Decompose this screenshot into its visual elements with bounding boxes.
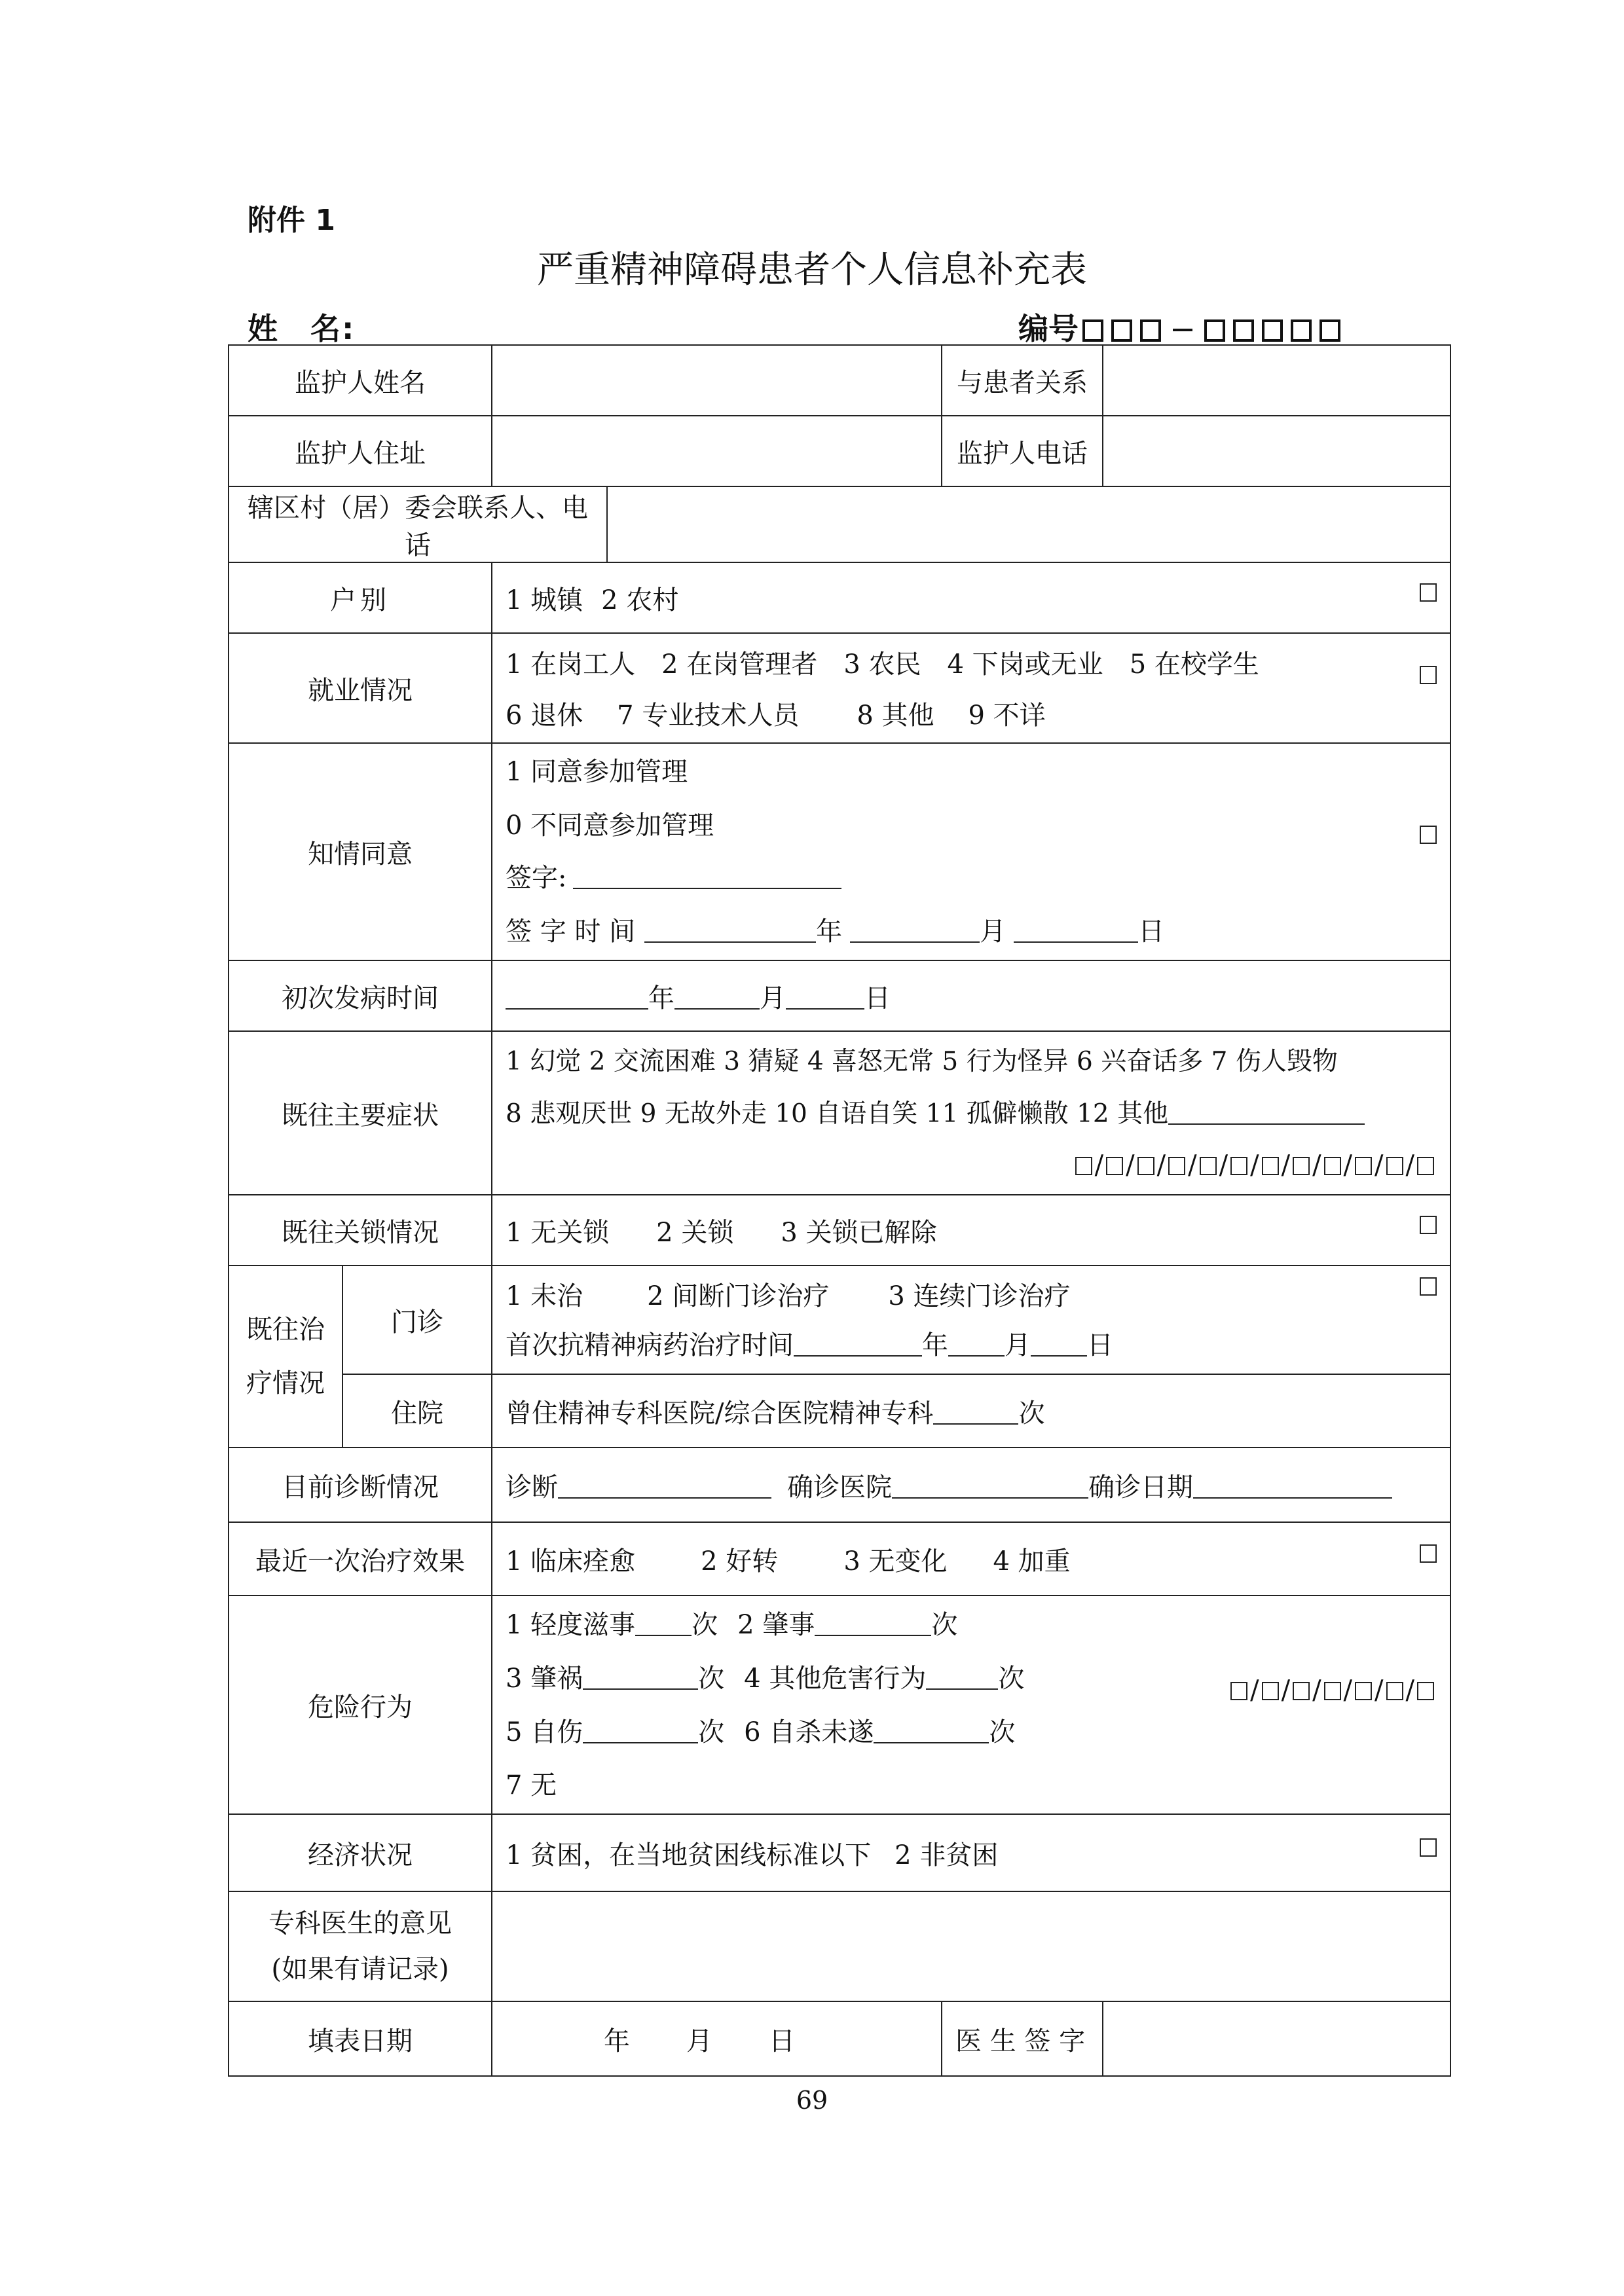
village-contact-label: 辖区村（居）委会联系人、电话 <box>229 486 607 562</box>
consent-option-disagree: 0 不同意参加管理 <box>506 811 714 841</box>
effect-option: 2 好转 <box>701 1546 779 1576</box>
day-label: 日 <box>769 2026 795 2056</box>
number-box[interactable] <box>1320 319 1340 342</box>
first-drug-day-field[interactable] <box>1031 1332 1087 1357</box>
lock-option: 1 无关锁 <box>506 1217 610 1248</box>
consent-option-agree: 1 同意参加管理 <box>506 757 688 787</box>
symptom-checkbox[interactable] <box>1293 1157 1310 1175</box>
number-box[interactable] <box>1111 319 1132 342</box>
doctor-sign-field[interactable] <box>1103 2001 1450 2076</box>
danger-item: 7 无 <box>506 1770 557 1800</box>
row-guardian-name <box>229 345 1450 416</box>
first-drug-year-field[interactable] <box>794 1332 922 1357</box>
symptoms-line-2: 8 悲观厌世 9 无故外走 10 自语自笑 11 孤僻懒散 12 其他 <box>506 1099 1169 1129</box>
info-table <box>228 344 1451 2077</box>
employment-option: 2 在岗管理者 <box>661 649 818 680</box>
danger-checkbox-sequence: / / / / / / <box>1228 1675 1437 1705</box>
danger-item: 3 肇祸 <box>506 1664 583 1694</box>
opinion-label-line-2: (如果有请记录) <box>271 1954 449 1984</box>
symptoms-options <box>492 1031 1450 1195</box>
employment-option: 1 在岗工人 <box>506 649 636 680</box>
serial-number <box>1018 305 1344 348</box>
employment-option: 8 其他 <box>857 701 934 731</box>
serial-number-label: 编号 <box>1018 311 1079 346</box>
onset-fields <box>492 960 1450 1031</box>
guardian-name-field[interactable] <box>492 345 942 416</box>
patient-name-label: 姓 名: <box>248 311 356 346</box>
row-economy <box>229 1814 1450 1891</box>
month-label: 月 <box>1005 1330 1031 1360</box>
onset-label: 初次发病时间 <box>229 960 492 1031</box>
number-dash <box>1173 329 1192 331</box>
consent-label: 知情同意 <box>229 743 492 960</box>
effect-option: 1 临床痊愈 <box>506 1546 636 1576</box>
symptom-checkbox[interactable] <box>1324 1157 1341 1175</box>
economy-option: 1 贫困，在当地贫困线标准以下 <box>506 1840 872 1870</box>
danger-count-field[interactable] <box>815 1611 931 1636</box>
diagnosis-fields <box>492 1448 1450 1522</box>
household-options <box>492 562 1450 633</box>
household-option: 1 城镇 <box>506 585 583 615</box>
guardian-address-field[interactable] <box>492 416 942 486</box>
danger-checkbox[interactable] <box>1417 1682 1434 1700</box>
danger-item: 1 轻度滋事 <box>506 1610 636 1640</box>
row-onset <box>229 960 1450 1031</box>
economy-label: 经济状况 <box>229 1814 492 1891</box>
times-unit: 次 <box>1018 1398 1045 1429</box>
outpatient-options <box>492 1266 1450 1374</box>
number-box[interactable] <box>1204 319 1225 342</box>
employment-option: 9 不详 <box>968 701 1046 731</box>
danger-label: 危险行为 <box>229 1595 492 1814</box>
count-unit: 次 <box>989 1717 1016 1747</box>
opinion-field[interactable] <box>492 1891 1450 2001</box>
symptom-checkbox[interactable] <box>1168 1157 1185 1175</box>
consent-day-field[interactable] <box>1014 918 1138 943</box>
month-label: 月 <box>980 917 1006 947</box>
count-unit: 次 <box>692 1610 718 1640</box>
danger-count-field[interactable] <box>583 1719 698 1743</box>
opinion-label-line-1: 专科医生的意见 <box>268 1908 452 1939</box>
row-consent <box>229 743 1450 960</box>
outpatient-checkbox[interactable] <box>1420 1277 1437 1296</box>
year-label: 年 <box>816 917 843 947</box>
consent-options <box>492 743 1450 960</box>
symptoms-line-1: 1 幻觉 2 交流困难 3 猜疑 4 喜怒无常 5 行为怪异 6 兴奋话多 7 伤人毁物 <box>506 1047 1338 1076</box>
fill-date-label: 填表日期 <box>229 2001 492 2076</box>
outpatient-option: 3 连续门诊治疗 <box>888 1281 1071 1311</box>
symptom-checkbox[interactable] <box>1417 1157 1434 1175</box>
danger-count-field[interactable] <box>635 1611 692 1636</box>
guardian-name-label: 监护人姓名 <box>229 345 492 416</box>
employment-option: 7 专业技术人员 <box>617 701 800 731</box>
row-symptoms <box>229 1031 1450 1195</box>
danger-count-field[interactable] <box>874 1719 989 1743</box>
symptom-checkbox[interactable] <box>1262 1157 1279 1175</box>
row-employment <box>229 633 1450 743</box>
year-label: 年 <box>648 983 674 1013</box>
village-contact-field[interactable] <box>607 486 1450 562</box>
economy-options <box>492 1814 1450 1891</box>
count-unit: 次 <box>698 1664 725 1694</box>
guardian-address-label: 监护人住址 <box>229 416 492 486</box>
danger-item: 4 其他危害行为 <box>744 1664 927 1694</box>
relation-field[interactable] <box>1103 345 1450 416</box>
symptom-checkbox[interactable] <box>1075 1157 1092 1175</box>
row-treatment-outpatient <box>229 1266 1450 1374</box>
effect-option: 3 无变化 <box>843 1546 948 1576</box>
first-drug-month-field[interactable] <box>948 1332 1005 1357</box>
count-unit: 次 <box>931 1610 958 1640</box>
outpatient-option: 1 未治 <box>506 1281 583 1311</box>
fill-date-field[interactable] <box>492 2001 942 2076</box>
confirm-date-label: 确诊日期 <box>1088 1472 1193 1503</box>
employment-option: 3 农民 <box>843 649 921 680</box>
danger-count-field[interactable] <box>926 1665 998 1690</box>
row-household <box>229 562 1450 633</box>
day-label: 日 <box>864 983 891 1013</box>
lock-label: 既往关锁情况 <box>229 1195 492 1266</box>
first-drug-label: 首次抗精神病药治疗时间 <box>506 1330 794 1360</box>
count-unit: 次 <box>698 1717 725 1747</box>
form-title: 严重精神障碍患者个人信息补充表 <box>537 249 1087 291</box>
symptoms-label: 既往主要症状 <box>229 1031 492 1195</box>
confirm-hospital-field[interactable] <box>892 1474 1088 1499</box>
lock-option: 2 关锁 <box>656 1217 734 1248</box>
row-opinion <box>229 1891 1450 2001</box>
diagnosis-field[interactable] <box>558 1474 771 1499</box>
onset-day-field[interactable] <box>786 985 864 1010</box>
symptom-checkbox[interactable] <box>1200 1157 1217 1175</box>
danger-count-field[interactable] <box>583 1665 698 1690</box>
symptom-checkbox[interactable] <box>1137 1157 1154 1175</box>
danger-checkbox[interactable] <box>1293 1682 1310 1700</box>
danger-checkbox[interactable] <box>1262 1682 1279 1700</box>
effect-checkbox[interactable] <box>1420 1544 1437 1563</box>
count-unit: 次 <box>998 1664 1025 1694</box>
month-label: 月 <box>686 2026 712 2056</box>
effect-option: 4 加重 <box>993 1546 1071 1576</box>
row-village-contact <box>229 486 1450 562</box>
row-effect <box>229 1522 1450 1595</box>
consent-sign-field[interactable] <box>573 864 841 889</box>
outpatient-option: 2 间断门诊治疗 <box>647 1281 830 1311</box>
household-label: 户别 <box>229 562 492 633</box>
annex-label: 附件 1 <box>248 204 335 237</box>
row-guardian-address <box>229 416 1450 486</box>
economy-option: 2 非贫困 <box>895 1840 999 1870</box>
confirm-hospital-label: 确诊医院 <box>787 1472 892 1503</box>
row-fill-date <box>229 2001 1450 2076</box>
row-lock <box>229 1195 1450 1266</box>
year-label: 年 <box>922 1330 948 1360</box>
consent-year-field[interactable] <box>644 918 816 943</box>
danger-checkbox[interactable] <box>1355 1682 1372 1700</box>
hospital-times-field[interactable] <box>933 1400 1018 1425</box>
danger-checkbox[interactable] <box>1324 1682 1341 1700</box>
doctor-sign-label: 医 生 签 字 <box>942 2001 1103 2076</box>
employment-options <box>492 633 1450 743</box>
symptom-checkbox[interactable] <box>1355 1157 1372 1175</box>
outpatient-label: 门诊 <box>342 1266 492 1374</box>
employment-checkbox[interactable] <box>1420 666 1437 684</box>
inpatient-fields <box>492 1374 1450 1448</box>
effect-label: 最近一次治疗效果 <box>229 1522 492 1595</box>
lock-options <box>492 1195 1450 1266</box>
household-option: 2 农村 <box>601 585 679 615</box>
row-treatment-inpatient <box>229 1374 1450 1448</box>
symptoms-checkbox-sequence: / / / / / / / / / / / <box>506 1139 1450 1192</box>
day-label: 日 <box>1138 917 1165 947</box>
guardian-phone-field[interactable] <box>1103 416 1450 486</box>
row-diagnosis <box>229 1448 1450 1522</box>
confirm-date-field[interactable] <box>1193 1474 1392 1499</box>
consent-sign-label: 签字: <box>506 863 567 893</box>
danger-checkbox[interactable] <box>1230 1682 1247 1700</box>
hospital-times-label: 曾住精神专科医院/综合医院精神专科 <box>506 1398 934 1429</box>
diagnosis-label: 目前诊断情况 <box>229 1448 492 1522</box>
relation-label: 与患者关系 <box>942 345 1103 416</box>
lock-option: 3 关锁已解除 <box>781 1217 937 1248</box>
day-label: 日 <box>1087 1330 1113 1360</box>
onset-month-field[interactable] <box>674 985 760 1010</box>
number-box[interactable] <box>1291 319 1312 342</box>
symptom-checkbox[interactable] <box>1386 1157 1403 1175</box>
guardian-phone-label: 监护人电话 <box>942 416 1103 486</box>
consent-sign-time-label: 签 字 时 间 <box>506 917 636 947</box>
number-box[interactable] <box>1233 319 1254 342</box>
danger-item: 5 自伤 <box>506 1717 583 1747</box>
economy-checkbox[interactable] <box>1420 1838 1437 1857</box>
treatment-label: 既往治疗情况 <box>229 1266 342 1448</box>
danger-item: 6 自杀未遂 <box>744 1717 874 1747</box>
number-box[interactable] <box>1082 319 1103 342</box>
employment-label: 就业情况 <box>229 633 492 743</box>
number-box[interactable] <box>1140 319 1161 342</box>
onset-year-field[interactable] <box>506 985 648 1010</box>
symptom-checkbox[interactable] <box>1106 1157 1123 1175</box>
employment-option: 6 退休 <box>506 701 583 731</box>
inpatient-label: 住院 <box>342 1374 492 1448</box>
page-number: 69 <box>796 2086 828 2115</box>
symptom-checkbox[interactable] <box>1230 1157 1247 1175</box>
employment-option: 4 下岗或无业 <box>947 649 1103 680</box>
symptoms-other-field[interactable] <box>1168 1100 1365 1125</box>
diagnosis-field-label: 诊断 <box>506 1472 558 1503</box>
row-danger <box>229 1595 1450 1814</box>
number-box[interactable] <box>1262 319 1283 342</box>
lock-checkbox[interactable] <box>1420 1216 1437 1234</box>
employment-option: 5 在校学生 <box>1129 649 1259 680</box>
consent-checkbox[interactable] <box>1420 826 1437 844</box>
effect-options <box>492 1522 1450 1595</box>
opinion-label <box>229 1891 492 2001</box>
month-label: 月 <box>760 983 786 1013</box>
danger-options <box>492 1595 1450 1814</box>
year-label: 年 <box>604 2026 630 2056</box>
danger-item: 2 肇事 <box>737 1610 815 1640</box>
danger-checkbox[interactable] <box>1386 1682 1403 1700</box>
consent-month-field[interactable] <box>850 918 980 943</box>
household-checkbox[interactable] <box>1420 583 1437 602</box>
